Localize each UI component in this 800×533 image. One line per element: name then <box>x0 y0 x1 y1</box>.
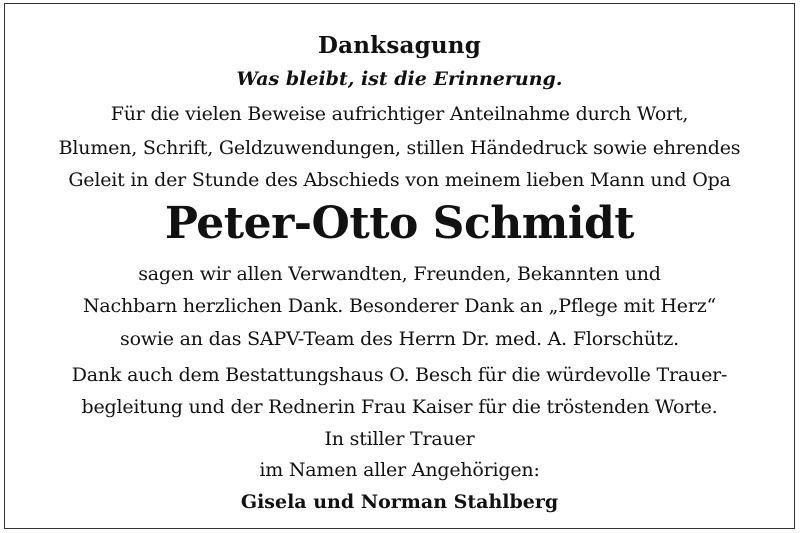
additional-thanks-line: Dank auch dem Bestattungshaus O. Besch für die würdevolle Trauer- <box>71 364 728 386</box>
thanks-line: Nachbarn herzlichen Dank. Besonderer Dank an „Pflege mit Herz“ <box>82 295 717 317</box>
additional-thanks-line: begleitung und der Rednerin Frau Kaiser für die tröstenden Worte. <box>81 396 718 418</box>
intro-line: Für die vielen Beweise aufrichtiger Anteilnahme durch Wort, <box>110 103 689 125</box>
thanks-line: sagen wir allen Verwandten, Freunden, Bekannten und <box>138 263 661 285</box>
notice-heading: Danksagung <box>318 32 481 59</box>
obituary-thank-you-notice <box>4 3 795 529</box>
signatories: Gisela und Norman Stahlberg <box>240 491 559 513</box>
intro-line: Geleit in der Stunde des Abschieds von meinem lieben Mann und Opa <box>68 169 731 191</box>
intro-line: Blumen, Schrift, Geldzuwendungen, stillen Händedruck sowie ehrendes <box>58 137 741 159</box>
notice-motto: Was bleibt, ist die Erinnerung. <box>236 68 563 90</box>
deceased-name: Peter-Otto Schmidt <box>164 198 635 249</box>
thanks-line: sowie an das SAPV-Team des Herrn Dr. med. A. Florschütz. <box>120 328 679 350</box>
closing-line: In stiller Trauer <box>324 428 475 450</box>
closing-line: im Namen aller Angehörigen: <box>259 459 540 481</box>
